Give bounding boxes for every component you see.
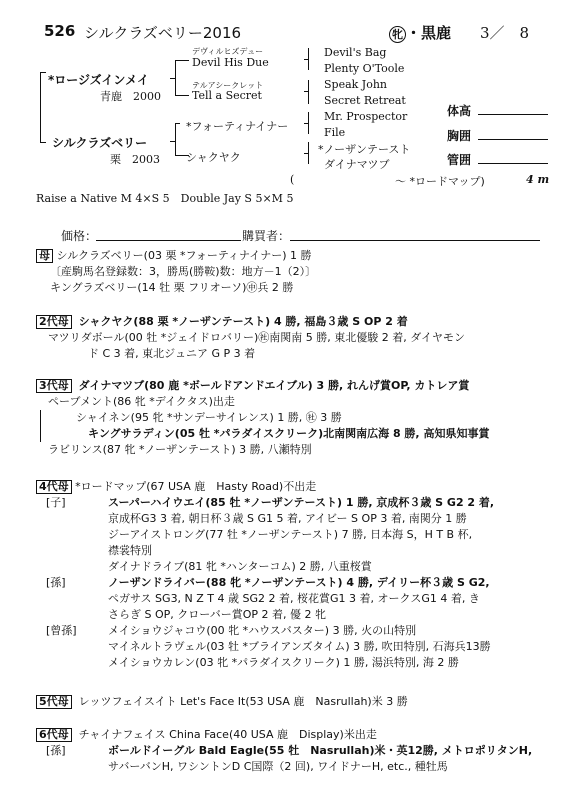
section-line: ペーブメント(86 牝 *デイクタス)出走 [48, 395, 235, 408]
dam-dam: シャクヤク [186, 151, 241, 164]
gen3-7: *ノーザンテースト [318, 143, 411, 156]
gen3-4: Secret Retreat [324, 94, 406, 107]
section-gen2 [36, 314, 465, 362]
section-tag: 母 [36, 249, 53, 263]
gen3-8: ダイナマツブ [324, 158, 390, 171]
section-line: ダイナマツブ(80 鹿 *ボールドアンドエイブル) 3 勝, れんげ賞OP, カトレア賞 [78, 379, 470, 392]
section-tag: 6代母 [36, 728, 72, 742]
subtag: [曾孫] [46, 624, 77, 637]
inbreeding: Raise a Native M 4×S 5 Double Jay S 5×M 5 [36, 192, 294, 205]
section-line: ラビリンス(87 牝 *ノーザンテースト) 3 勝, 八瀬特別 [48, 443, 312, 456]
section-tag: 4代母 [36, 480, 72, 494]
section-line: ノーザンドライバー(88 牝 *ノーザンテースト) 4 勝, デイリー杯３歳 S G2, [108, 576, 490, 589]
subtag: [孫] [46, 744, 66, 757]
section-line: シルクラズベリー(03 栗 *フォーティナイナー) 1 勝 [56, 249, 312, 262]
section-line: メイショウカレン(03 牝 *パラダイスクリーク) 1 勝, 湯浜特別, 海 2 勝 [108, 656, 459, 669]
sire-sire-kana: デヴィルヒズデュー [192, 47, 264, 56]
section-dam [36, 248, 316, 296]
section-line: レッツフェイスイト Let's Face It(53 USA 鹿 Nasrullah)米 3 勝 [78, 695, 408, 708]
lot-number: 526 [44, 22, 76, 40]
section-gen6 [36, 727, 532, 775]
section-line: ダイナドライブ(81 牝 *ハンターコム) 2 勝, 八重桜賞 [108, 560, 372, 573]
section-gen3 [36, 378, 489, 458]
gen3-1: Devil's Bag [324, 46, 387, 59]
sire-color-year: 青鹿 2000 [100, 90, 161, 103]
section-line: サバーバンH, ワシントンD C国際（2 回), ワイドナーH, etc., 種牡馬 [108, 760, 448, 773]
section-line: チャイナフェイス China Face(40 USA 鹿 Display)米出走 [78, 728, 377, 741]
sire-dam-kana: テルアシークレット [192, 81, 264, 90]
date: 3／ 8 [480, 24, 530, 42]
section-line: キングラズベリー(14 牡 栗 フリオーソ)㊥兵 2 勝 [50, 281, 294, 294]
section-line: ド C 3 着, 東北ジュニア G P 3 着 [88, 347, 256, 360]
dam-color-year: 栗 2003 [110, 153, 160, 166]
dam-sire: *フォーティナイナー [186, 120, 289, 133]
section-line: ジーアイストロング(77 牡 *ノーザンテースト) 7 勝, 日本海 S，H T B 杯, [108, 528, 473, 541]
subtag: [子] [46, 496, 66, 509]
section-line: *ロードマップ(67 USA 鹿 Hasty Road)不出走 [75, 480, 317, 493]
section-tag: 2代母 [36, 315, 72, 329]
sire-dam: Tell a Secret [192, 89, 262, 102]
subtag: [孫] [46, 576, 66, 589]
paren-open: ( [290, 173, 295, 186]
section-line: マツリダボール(00 牡 *ジェイドロバリー)㊓南関南 5 勝, 東北優駿 2 着, ダイヤモン [48, 331, 466, 344]
paren-close: ～ *ロードマップ) [395, 175, 485, 188]
section-line: シャイネン(95 牝 *サンデーサイレンス) 1 勝, ㊓ 3 勝 [76, 411, 342, 424]
section-line: メイショウジャコウ(00 牝 *ハウスバスター) 3 勝, 火の山特別 [108, 624, 417, 637]
buyer-label: 購買者： [242, 229, 291, 243]
measure-chest: 胸囲 [447, 129, 472, 143]
horse-name: シルクラズベリー2016 [84, 24, 242, 42]
sex-mark: 牝 ・黒鹿 [389, 22, 451, 43]
section-line: ペガサス SG3, N Z T 4 歳 SG2 2 着, 桜花賞G1 3 着, オークスG1 4 着, き [108, 592, 480, 605]
dam-name: シルクラズベリー [52, 136, 148, 150]
section-tag: 5代母 [36, 695, 72, 709]
sire-name: *ロージズインメイ [48, 73, 149, 87]
section-line: 京成杯G3 3 着, 朝日杯３歳 S G1 5 着, アイビー S OP 3 着, 南関分 1 勝 [108, 512, 467, 525]
section-gen4 [36, 479, 494, 671]
sire-sire: Devil His Due [192, 56, 269, 69]
section-line: シャクヤク(88 栗 *ノーザンテースト) 4 勝, 福島３歳 S OP 2 着 [78, 315, 408, 328]
section-line: さらぎ S OP, クローバー賞OP 2 着, 優 2 牝 [108, 608, 326, 621]
measure-height: 体高 [447, 104, 472, 118]
gen3-5: Mr. Prospector [324, 110, 408, 123]
measure-cannon: 管囲 [447, 153, 472, 167]
gen3-2: Plenty O'Toole [324, 62, 405, 75]
gen3-3: Speak John [324, 78, 388, 91]
section-line: 〔産駒馬名登録数：3，勝馬(勝鞍)数：地方－1（2）〕 [50, 265, 317, 278]
section-line: マイネルトラヴェル(03 牡 *ブライアンズタイム) 3 勝, 吹田特別, 石海兵13勝 [108, 640, 491, 653]
section-tag: 3代母 [36, 379, 72, 393]
section-gen5 [36, 694, 408, 710]
price-label: 価格： [61, 229, 98, 243]
gen3-6: File [324, 126, 346, 139]
age: 4 m [526, 173, 550, 186]
section-line: キングサラディン(05 牡 *パラダイスクリーク)北南関南広海 8 勝, 高知県知事賞 [88, 427, 490, 440]
section-line: 襟裳特別 [108, 544, 152, 557]
section-line: ボールドイーグル Bald Eagle(55 牡 Nasrullah)米・英12勝, メトロポリタンH, [108, 744, 533, 757]
section-line: スーパーハイウエイ(85 牡 *ノーザンテースト) 1 勝, 京成杯３歳 S G2 2 着, [108, 496, 495, 509]
